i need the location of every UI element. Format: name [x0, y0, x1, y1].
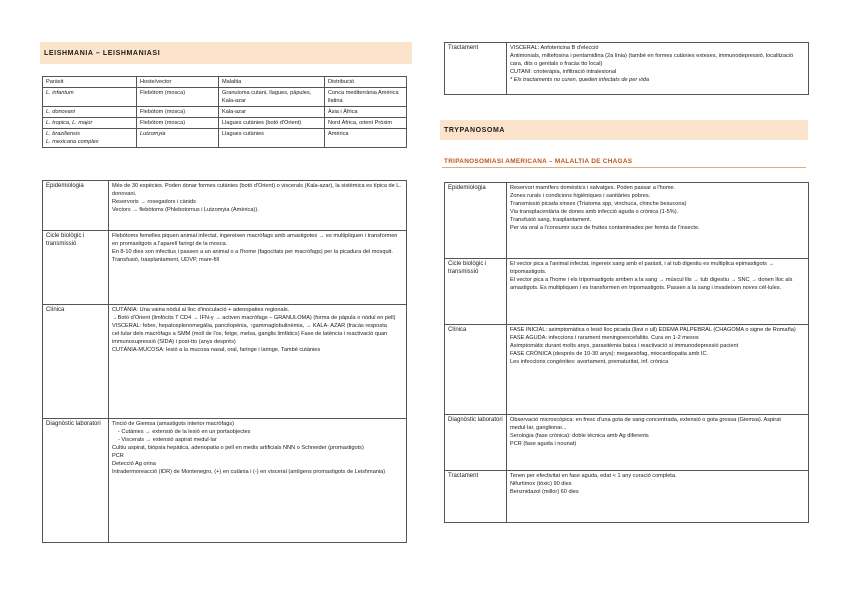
text-line: El vector pica a l'animal infectat, ingereix sang amb el paràsit, i al tub digestiu es multiplica epimastigots → tripomastigots. [510, 261, 775, 275]
info-row-epidemiology [43, 181, 407, 231]
table-cell: Llagues cutànies (botó d'Orient) [219, 118, 325, 129]
info-row-epidemiology [445, 183, 809, 259]
table-cell: L. tropica, L. major [43, 118, 137, 129]
table-cell: L. donovani [43, 107, 137, 118]
info-row-treatment [445, 43, 809, 95]
table-cell: Lutzomyia [137, 129, 219, 148]
leishmania-title: LEISHMANIA – LEISHMANIASI [44, 49, 161, 57]
chagas-subtitle: TRIPANOSOMIASI AMERICANA – MALALTIA DE CHAGAS [442, 158, 806, 168]
row-label: Epidemiologia [445, 183, 507, 259]
table-cell: Amèrica [325, 129, 407, 148]
row-label: Tractament [445, 471, 507, 523]
text-line: Benznidazol (millor) 60 dies [510, 489, 579, 495]
parasite-table [42, 76, 407, 148]
text-line: Serologia (fase crònica): doble tècnica amb Ag diferents [510, 433, 649, 439]
text-line: Observació microscòpica: en fresc d'una gota de sang concentrada, extensió o gota grossa (Giemsa). Aspirat medul·lar, ganglionar... [510, 417, 781, 431]
table-row [43, 88, 407, 107]
text-line: Transmissió picada xinxes (Triatoma spp, vinchuca, chinche besucona) [510, 201, 687, 207]
leishmania-treatment-table [444, 42, 809, 95]
text-line: Zones rurals i condicions higièniques i sanitàries pobres. [510, 193, 651, 199]
info-row-diagnosis [445, 415, 809, 471]
table-cell: Kala-azar [219, 107, 325, 118]
row-label: Diagnòstic laboratori [445, 415, 507, 471]
row-content [507, 259, 809, 325]
text-line: - Viscerals → extensió aspirat medul·lar [118, 437, 217, 443]
text-line: Flebòtoms femelles piquen animal infectat, ingereixen macròfags amb amastigotes → es multipliquen i transformen en promastigots a l'aparell faringi de la mosca. [112, 233, 398, 247]
parasite-table-header [43, 77, 407, 88]
text-line: Reservoris → rosegadors i cànids [112, 199, 196, 205]
table-cell: Flebòtom (mosca) [137, 88, 219, 107]
table-row [43, 107, 407, 118]
text-line: - Cutànies → extensió de la lesió en un portaobjectes [118, 429, 251, 435]
row-content [109, 181, 407, 231]
text-line: Asimptomàtic durant molts anys, parasitèmia baixa i reactivació si immunodepressió pacient [510, 343, 739, 349]
row-content [109, 419, 407, 543]
text-line: Detecció Ag orina [112, 461, 156, 467]
table-row [43, 118, 407, 129]
header-cell: Hoste/vector [137, 77, 219, 88]
info-row-diagnosis [43, 419, 407, 543]
text-line: Més de 30 espècies. Poden donar formes cutànies (botó d'Orient) o viscerals (Kala-azar), la sistèmica es típica de L. donovani. [112, 183, 401, 197]
text-line: CUTANI: crioteràpia, infiltració intralesional [510, 69, 617, 75]
row-content [507, 325, 809, 415]
text-line: Cultiu aspirat, biòpsia hepàtica, adenopatia o pell en medis artificials NNN o Schneider (promastigots) [112, 445, 364, 451]
text-line: FASE INICIAL: asimptomàtica o lesió lloc picada (llavi o ull) EDEMA PALPEBRAL (CHAGOMA o signe de Romaña) [510, 327, 796, 333]
table-cell: Àsia i Àfrica [325, 107, 407, 118]
text-line: Transfusió sang, trasplantament. [510, 217, 592, 223]
text-line: Vectors → flebòtoms (Phlebotomus i Lutzomyia (Amèrica)). [112, 207, 259, 213]
text-line: Antimonials, miltefosina i pentamidina (2a línia) (també en formes cutànies exteses, immunodepressió, localització cara, dits o genitals o fracàs tto local) [510, 53, 794, 67]
info-row-treatment [445, 471, 809, 523]
leishmania-info-table [42, 180, 407, 543]
table-cell: Granuloma cutani, llagues, pàpules, Kala-azar [219, 88, 325, 107]
trypanosoma-header-band [440, 120, 808, 140]
chagas-info-table [444, 182, 809, 523]
row-label: Diagnòstic laboratori [43, 419, 109, 543]
text-line: Reservori mamífers domèstics i salvatges. Poden passar a l'home. [510, 185, 676, 191]
info-row-cycle [445, 259, 809, 325]
row-label: Clínica [43, 305, 109, 419]
row-label: Tractament [445, 43, 507, 95]
text-line: Tenen per efectivitat en fase aguda, edat < 1 any curació completa. [510, 473, 677, 479]
table-cell: Nord Àfrica, orient Pròxim [325, 118, 407, 129]
row-content [109, 305, 407, 419]
text-line: FASE CRÒNICA (després de 10-30 anys): megaesòfag, miocardiopatia amb IC. [510, 351, 709, 357]
text-line: CUTÀNIA: Una vaina nòdul al lloc d'inoculació + adenopaties regionals. [112, 307, 290, 313]
row-label: Clínica [445, 325, 507, 415]
text-line: El vector pica a l'home i els tripomastigots arriben a la sang → múscul llis → tub digestiu → SNC → donen lloc als amastigots. Es multipliquen i es transformen en tripomastigots. Passen a la sang i invadeixen noves cèl·lules. [510, 277, 793, 291]
table-cell: L. braziliensis L. mexicana complex [43, 129, 137, 148]
text-line: PCR (fase aguda i nounat) [510, 441, 577, 447]
text-line: En 8-10 dies son infectius i passen a un animal o a l'home (fagocitats per macròfags) per la picadura del mosquit. [112, 249, 393, 255]
leishmania-header-band [40, 42, 412, 64]
text-line: FASE AGUDA: infeccions i rarament meningoencefalitis. Cura en 1-2 mesos [510, 335, 699, 341]
text-line: Intradermoreacció (IDR) de Montenegro, (+) en cutània i (-) en visceral (antígens promastigots de Leishmania) [112, 469, 386, 475]
text-line: PCR [112, 453, 124, 459]
info-row-cycle [43, 231, 407, 305]
text-line: Tinció de Giemsa (amastigots interior macròfags) [112, 421, 234, 427]
text-line: CUTÀNIA-MUCOSA: lesió a la mucosa nasal, oral, faringe i laringe. També cutànies [112, 347, 321, 353]
header-cell: Malaltia [219, 77, 325, 88]
row-content [507, 43, 809, 95]
row-content [109, 231, 407, 305]
info-row-clinic [43, 305, 407, 419]
text-line: VISCERAL: febre, hepatosplenomegàlia, pancitopènia, ↑gammaglobulinèmia, → KALA- AZAR (fracàs resposta cel·lular dels macròfags a SMM (moll de l'os, fetge, melsa, ganglis limfàtics) Fase de latència i reactivació quan immunosupressió (SIDA) i post-tto (anys després) [112, 323, 388, 345]
table-cell: L. infantum [43, 88, 137, 107]
text-line: →Botó d'Orient (limfòcits T CD4 → IFN-γ → activen macròfags – GRANULOMA) (forma de pàpula o nòdul en pell) [112, 315, 396, 321]
row-label: Cicle biològic i transmissió [43, 231, 109, 305]
text-line: * Els tractaments no curen, queden infectats de per vida [510, 77, 649, 83]
text-line: Transfusió, trasplantament, UDVP, mare-fill [112, 257, 219, 263]
table-cell: Flebòtom (mosca) [137, 118, 219, 129]
header-cell: Distribució [325, 77, 407, 88]
trypanosoma-title: TRYPANOSOMA [444, 126, 506, 134]
row-label: Epidemiologia [43, 181, 109, 231]
table-row [43, 129, 407, 148]
row-content [507, 415, 809, 471]
text-line: Per via oral a l'consumir sucs de fruites contaminades per femta de l'insecte. [510, 225, 700, 231]
row-label: Cicle biològic i transmissió [445, 259, 507, 325]
text-line: Via transplacentària de dones amb infecció aguda o crònica (1-5%). [510, 209, 679, 215]
table-cell: Flebòtom (mosca) [137, 107, 219, 118]
table-cell: Conca mediterrània Amèrica llatina [325, 88, 407, 107]
table-cell: Llagues cutànies [219, 129, 325, 148]
text-line: Les infeccions congènites: avortament, prematuritat, inf. crònica [510, 359, 669, 365]
text-line: Nifurtimox (tòxic) 90 dies [510, 481, 572, 487]
header-cell: Paràsit [43, 77, 137, 88]
text-line: VISCERAL: Anfotericina B d'elecció [510, 45, 599, 51]
row-content [507, 471, 809, 523]
row-content [507, 183, 809, 259]
info-row-clinic [445, 325, 809, 415]
